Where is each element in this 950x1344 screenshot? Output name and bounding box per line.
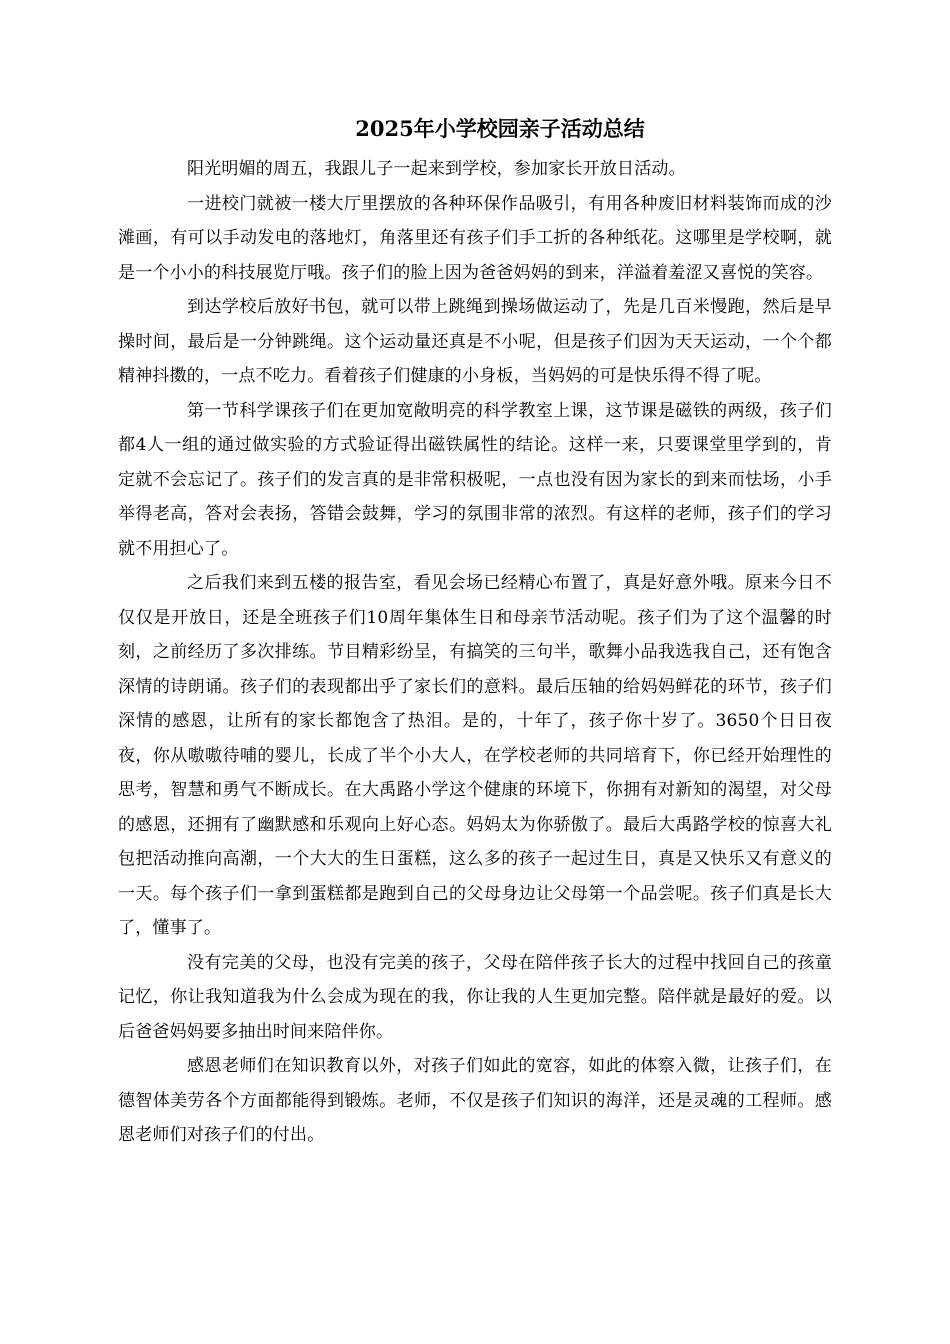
paragraph: 第一节科学课孩子们在更加宽敞明亮的科学教室上课，这节课是磁铁的两级，孩子们都4人一组的通过做实验的方式验证得出磁铁属性的结论。这样一来，只要课堂里学到的，肯定就不会忘记了。孩子们的发言真的是非常积极呢，一点也没有因为家长的到来而怯场，小手举得老高，答对会表扬，答错会鼓舞，学习的氛围非常的浓烈。有这样的老师，孩子们的学习就不用担心了。 bbox=[118, 400, 832, 559]
paragraph: 之后我们来到五楼的报告室，看见会场已经精心布置了，真是好意外哦。原来今日不仅仅是开放日，还是全班孩子们10周年集体生日和母亲节活动呢。孩子们为了这个温馨的时刻，之前经历了多次排练。节目精彩纷呈，有搞笑的三句半，歌舞小品我选我自己，还有饱含深情的诗朗诵。孩子们的表现都出乎了家长们的意料。最后压轴的给妈妈鲜花的环节，孩子们深情的感恩，让所有的家长都饱含了热泪。是的，十年了，孩子你十岁了。3650个日日夜夜，你从嗷嗷待哺的婴儿，长成了半个小大人，在学校老师的共同培育下，你已经开始理性的思考，智慧和勇气不断成长。在大禹路小学这个健康的环境下，你拥有对新知的渴望，对父母的感恩，还拥有了幽默感和乐观向上好心态。妈妈太为你骄傲了。最后大禹路学校的惊喜大礼包把活动推向高潮，一个大大的生日蛋糕，这么多的孩子一起过生日，真是又快乐又有意义的一天。每个孩子们一拿到蛋糕都是跑到自己的父母身边让父母第一个品尝呢。孩子们真是长大了，懂事了。 bbox=[118, 573, 832, 938]
paragraph: 阳光明媚的周五，我跟儿子一起来到学校，参加家长开放日活动。 bbox=[187, 159, 686, 179]
paragraph: 感恩老师们在知识教育以外，对孩子们如此的宽容，如此的体察入微，让孩子们，在德智体美劳各个方面都能得到锻炼。老师，不仅是孩子们知识的海洋，还是灵魂的工程师。感恩老师们对孩子们的付出。 bbox=[118, 1056, 832, 1145]
document-body bbox=[118, 152, 832, 1153]
paragraph: 没有完美的父母，也没有完美的孩子，父母在陪伴孩子长大的过程中找回自己的孩童记忆，你让我知道我为什么会成为现在的我，你让我的人生更加完整。陪伴就是最好的爱。以后爸爸妈妈要多抽出时间来陪伴你。 bbox=[118, 952, 832, 1042]
document-title: 2025年小学校园亲子活动总结 bbox=[355, 116, 645, 141]
paragraph: 一进校门就被一楼大厅里摆放的各种环保作品吸引，有用各种废旧材料装饰而成的沙滩画，有可以手动发电的落地灯，角落里还有孩子们手工折的各种纸花。这哪里是学校啊，就是一个小小的科技展览厅哦。孩子们的脸上因为爸爸妈妈的到来，洋溢着羞涩又喜悦的笑容。 bbox=[118, 193, 832, 283]
paragraph: 到达学校后放好书包，就可以带上跳绳到操场做运动了，先是几百米慢跑，然后是早操时间，最后是一分钟跳绳。这个运动量还真是不小呢，但是孩子们因为天天运动，一个个都精神抖擞的，一点不吃力。看着孩子们健康的小身板，当妈妈的可是快乐得不得了呢。 bbox=[118, 297, 832, 386]
